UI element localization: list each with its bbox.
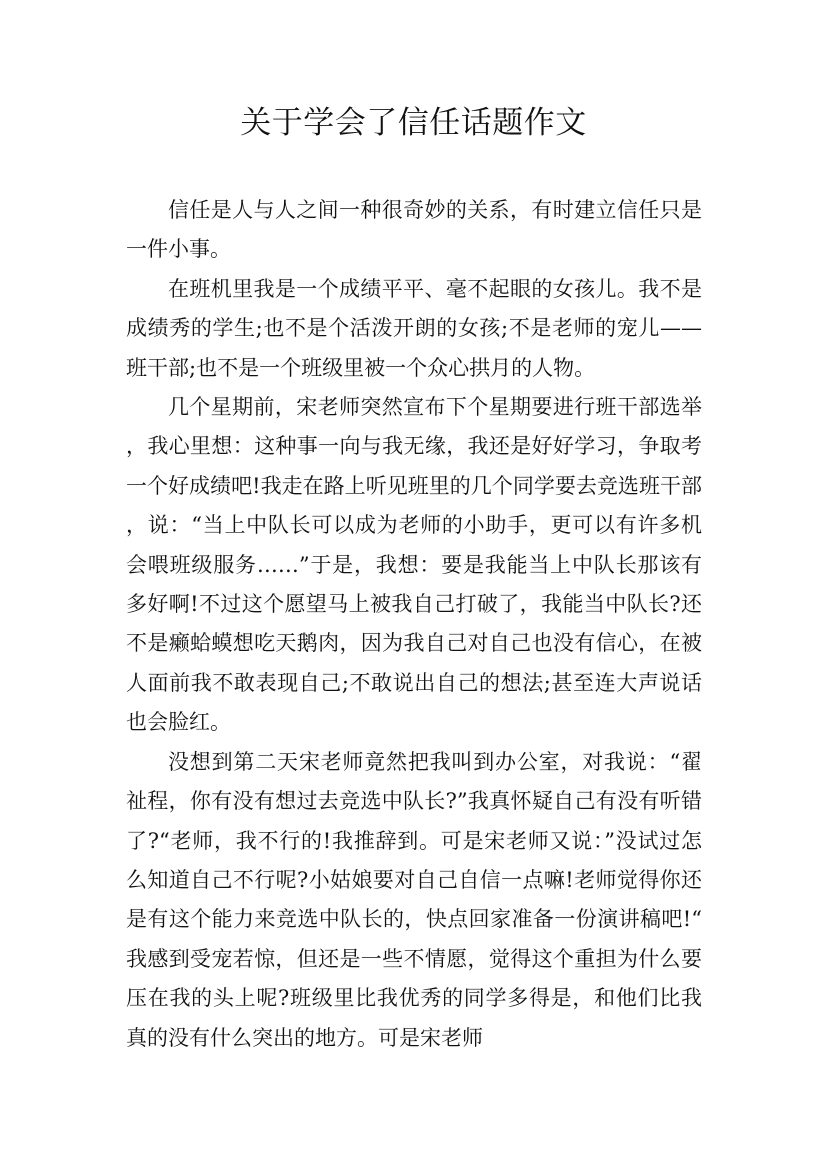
paragraph: 在班机里我是一个成绩平平、毫不起眼的女孩儿。我不是成绩秀的学生;也不是个活泼开朗的女孩;不是老师的宠儿——班干部;也不是一个班级里被一个众心拱月的人物。 <box>126 276 702 380</box>
document-title: 关于学会了信任话题作文 <box>240 105 587 141</box>
paragraph: 几个星期前，宋老师突然宣布下个星期要进行班干部选举，我心里想：这种事一向与我无缘，我还是好好学习，争取考一个好成绩吧!我走在路上听见班里的几个同学要去竞选班干部，说：“当上中队长可以成为老师的小助手，更可以有许多机会喂班级服务……”于是，我想：要是我能当上中队长那该有多好啊!不过这个愿望马上被我自己打破了，我能当中队长?还不是癞蛤蟆想吃天鹅肉，因为我自己对自己也没有信心，在被人面前我不敢表现自己;不敢说出自己的想法;甚至连大声说话也会脸红。 <box>126 395 702 735</box>
document-body <box>126 191 702 1058</box>
paragraph: 没想到第二天宋老师竟然把我叫到办公室，对我说：“翟祉程，你有没有想过去竞选中队长?”我真怀疑自己有没有听错了?“老师，我不行的!我推辞到。可是宋老师又说：”没试过怎么知道自己不行呢?小姑娘要对自己自信一点嘛!老师觉得你还是有这个能力来竞选中队长的，快点回家准备一份演讲稿吧!“我感到受宠若惊，但还是一些不情愿，觉得这个重担为什么要压在我的头上呢?班级里比我优秀的同学多得是，和他们比我真的没有什么突出的地方。可是宋老师 <box>126 749 702 1050</box>
paragraph: 信任是人与人之间一种很奇妙的关系，有时建立信任只是一件小事。 <box>126 198 702 262</box>
